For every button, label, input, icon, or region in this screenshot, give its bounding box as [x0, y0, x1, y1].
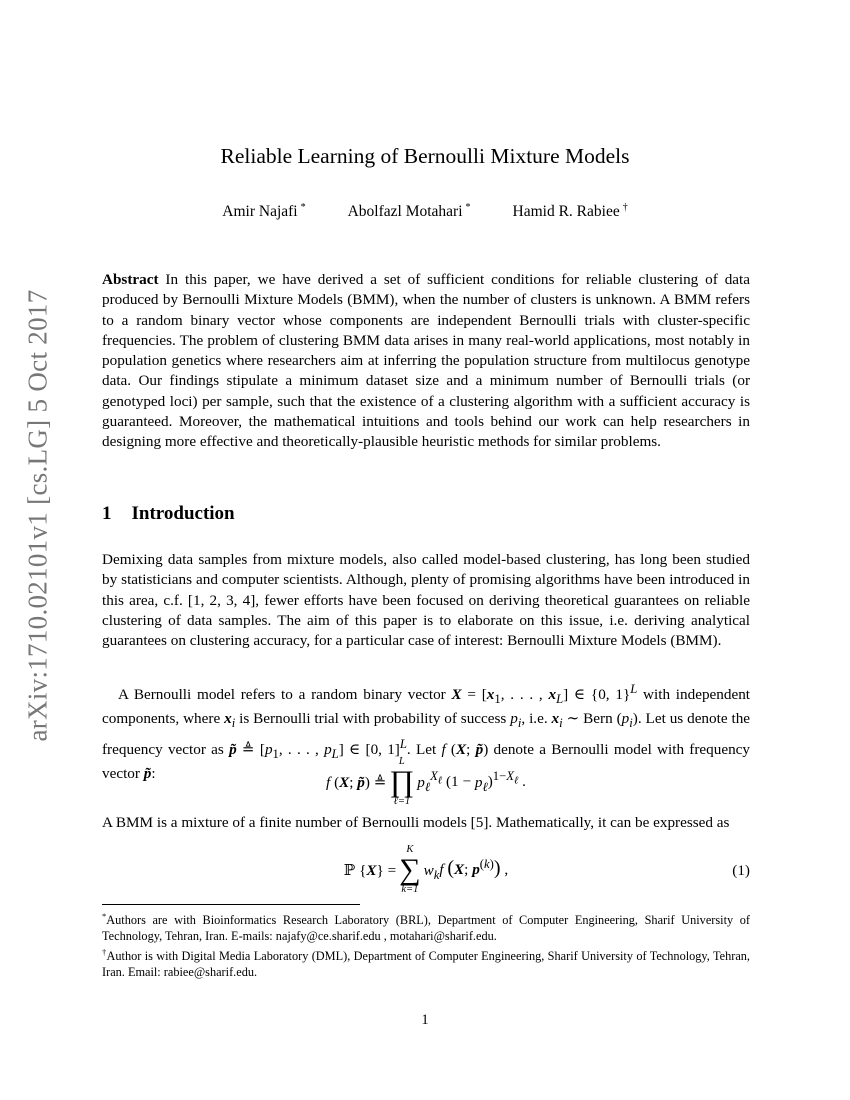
abstract: [102, 270, 750, 453]
abstract-text: In this paper, we have derived a set of sufficient conditions for reliable clustering of data produced by Bernoulli Mixture Models (BMM), when the number of clusters is unknown. A BMM refers to a random binary vector whose components are independent Bernoulli trials with cluster-specific frequencies. The problem of clustering BMM data arises in many real-world applications, most notably in population genetics where researchers aim at inferring the population structure from multilocus genotype data. Our findings stipulate a minimum dataset size and a minimum number of Bernoulli trials (or genotyped loci) per sample, such that the existence of a clustering algorithm with a sufficient accuracy is guaranteed. Moreover, the mathematical intuitions and tools behind our work can help researchers in designing more effective and theoretically-plausible heuristic methods for similar problems.: [102, 271, 750, 451]
intro-paragraph-2: A Bernoulli model refers to a random binary vector $X = [x_1$, . . . , $x_L$] ∈ {0, 1}$^L$ with independent components, where $x_i$ is Bernoulli trial with probability of success $p_i$, i.e. $x_i$ ∼ Bern $(p_i)$. Let us denote the frequency vector as p̃ ≜ [$p_1$, . . . , $p_L$] ∈ [0, 1]$^L$. Let f (X; p̃) denote a Bernoulli model with frequency vector p̃:: [102, 682, 751, 783]
intro-paragraph-1: Demixing data samples from mixture models, also called model-based clustering, has long been studied by statisticians and computer scientists. Although, plenty of promising algorithms have been introduced in this area, c.f. [1, 2, 3, 4], fewer efforts have been focused on deriving theoretical guarantees on reliable clustering of data samples. The aim of this paper is to elaborate on this issue, i.e. deriving analytical guarantees on clustering accuracy, for a particular case of interest: Bernoulli Mixture Models (BMM).: [102, 551, 750, 650]
author: Abolfazl Motahari *: [347, 202, 471, 221]
section-number: 1: [102, 503, 112, 524]
arxiv-sidebar-stamp: [14, 275, 62, 755]
page-number: 1: [421, 1012, 429, 1028]
author-list: [0, 202, 850, 221]
author: Hamid R. Rabiee †: [512, 202, 628, 221]
author: Amir Najafi *: [222, 202, 306, 221]
footnotes: [102, 908, 750, 980]
arxiv-id: arXiv:1710.02101v1 [cs.LG] 5 Oct 2017: [22, 288, 53, 742]
section-title: Introduction: [131, 503, 235, 524]
equation-number: (1): [732, 862, 750, 879]
footnote: †Author is with Digital Media Laboratory (DML), Department of Computer Engineering, Sharif University of Technology, Tehran, Iran. Email: rabiee@sharif.edu.: [102, 947, 751, 980]
intro-paragraph-3: A BMM is a mixture of a finite number of Bernoulli models [5]. Mathematically, it can be expressed as: [102, 814, 730, 831]
equation-bmm: ℙ {X} = K ∑ k=1 $w_kf$ (X; $p^{(k)}$) , (1): [343, 844, 750, 895]
footnote-divider: [102, 904, 360, 905]
equation-bernoulli-model: f (X; p̃) ≜ L ∏ ℓ=1 $p_\ell^{X_\ell}$ $(1 - p_\ell)^{1-X_\ell}$ .: [326, 756, 526, 807]
paper-title: Reliable Learning of Bernoulli Mixture Models: [220, 144, 630, 168]
footnote: *Authors are with Bioinformatics Research Laboratory (BRL), Department of Computer Engineering, Sharif University of Technology, Tehran, Iran. E-mails: najafy@ce.sharif.edu , motahari@sharif.edu.: [102, 911, 750, 944]
section-heading: [102, 503, 235, 525]
abstract-label: Abstract: [102, 271, 159, 288]
